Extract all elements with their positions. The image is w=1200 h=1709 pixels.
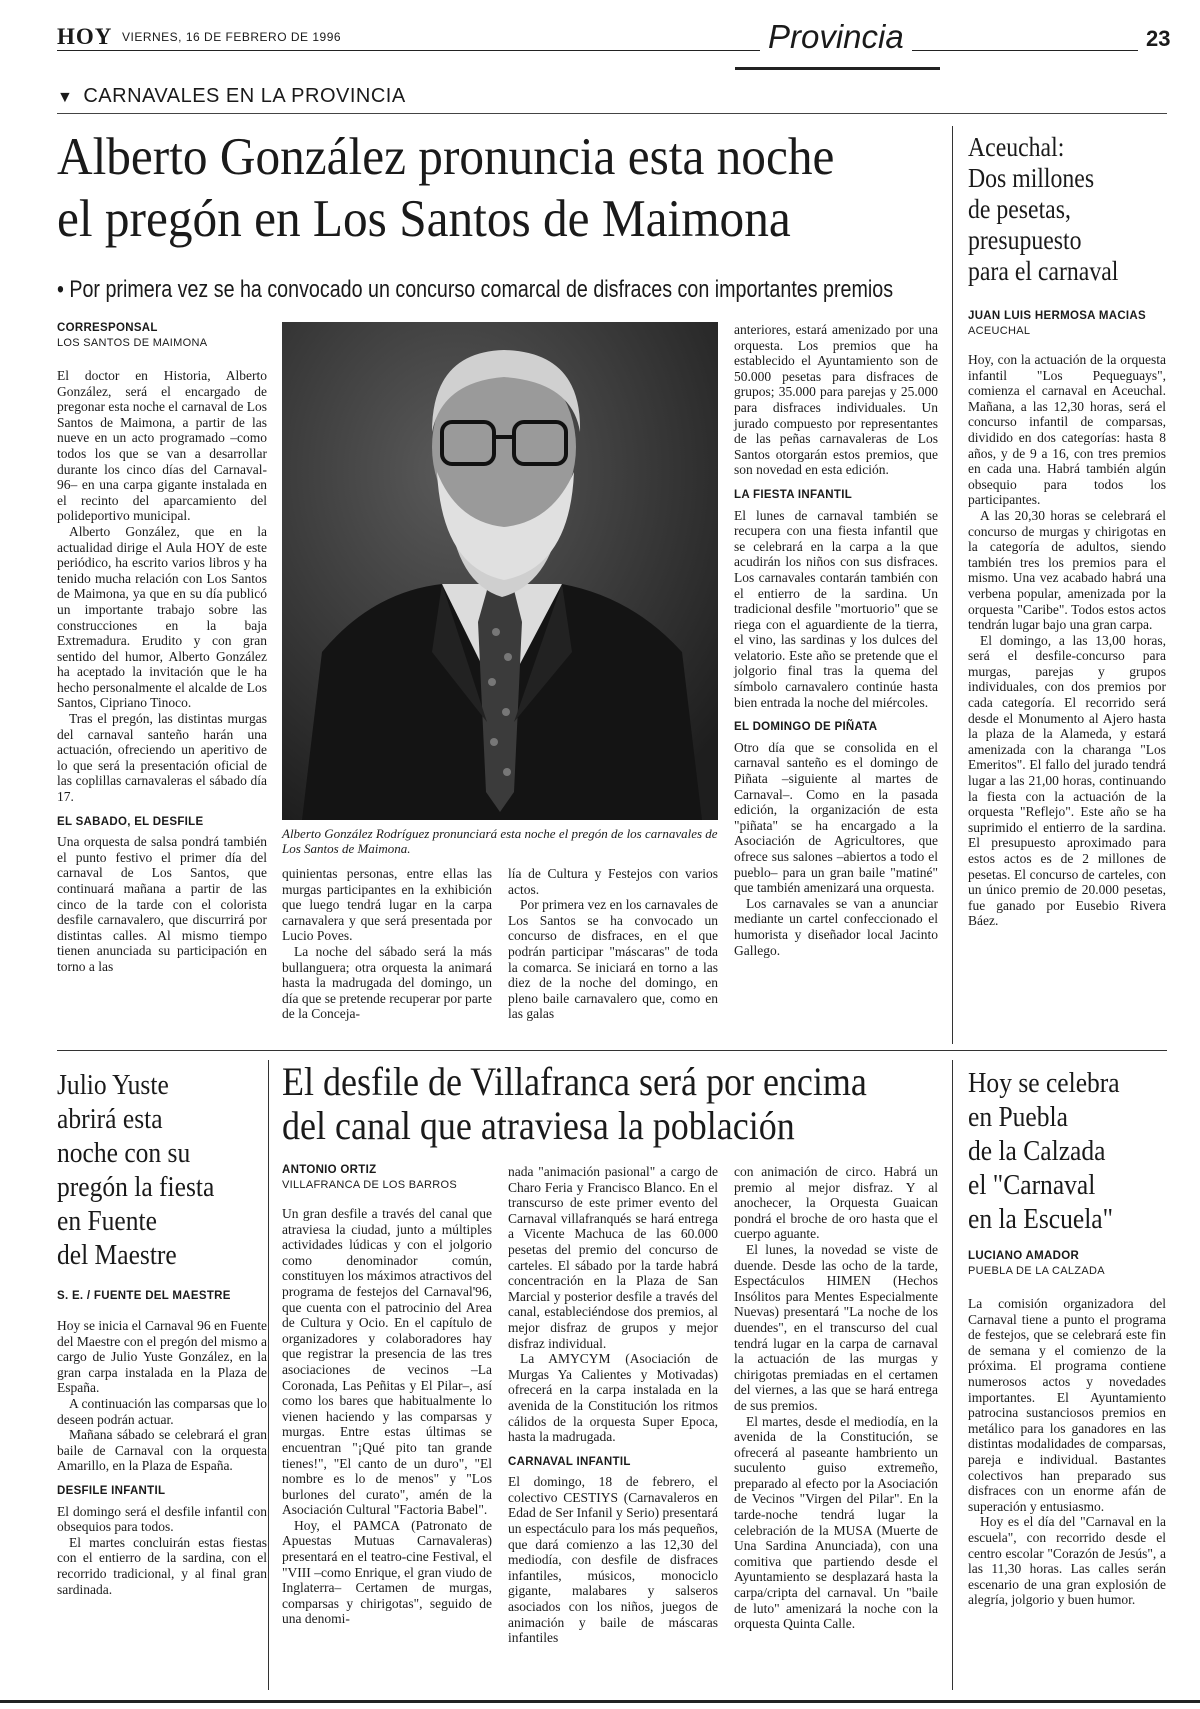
paragraph: El domingo, a las 13,00 horas, será el desfile-concurso para murgas, parejas y grupos individuales, con dos premios por cada categoría. El recorrido será desde el Monumento al Ajero hasta la plaza de la Alameda, y estará amenizada con la charanga "Los Emeritos". El fallo del jurado tendrá lugar a las 21,00 horas, continuando la fiesta con la actuación de la orquesta "Reflejo". Este año se ha suprimido el entierro de la sardina. El presupuesto aproximado para estos actos es de 2 millones de pesetas. El concurso de carteles, con un único premio de 20.000 pesetas, fue ganado por Eusebio Rivera Báez. [968, 632, 1166, 929]
headline-line: Julio Yuste [57, 1069, 169, 1101]
paragraph: A continuación las comparsas que lo deseen podrán actuar. [57, 1395, 267, 1427]
headline-line: en Puebla [968, 1101, 1068, 1133]
headline-line: El desfile de Villafranca será por encima [282, 1059, 867, 1104]
lead-column-3 [508, 866, 718, 1022]
section-rule [57, 1050, 1167, 1051]
masthead-logo: HOY [57, 24, 113, 49]
paragraph: El lunes, la novedad se viste de duende. Desde las ocho de la tarde, Espectáculos HIMEN (Hechos Insólitos para Mentes Especialmente Nuevas) presentará "La noche de los duendes", en el transcurso del cual tendrá lugar en la carpa de carnaval la actuación de las murgas y chirigotas premiadas en el certamen del viernes, a las que se hará entrega de sus premios. [734, 1241, 938, 1413]
subheading: EL DOMINGO DE PIÑATA [734, 721, 878, 734]
headline-line: del canal que atraviesa la población [282, 1103, 795, 1148]
aceuchal-headline [968, 132, 1162, 287]
lead-column-4 [734, 322, 938, 958]
kicker-rule [57, 113, 1167, 114]
portrait-illustration [282, 322, 718, 820]
paragraph: Alberto González, que en la actualidad dirige el Aula HOY de este periódico, ha escrito varios libros y ha tenido mucha relación con Los Santos de Maimona, ya que en su día publicó un importante trabajo sobre las construcciones en la baja Extremadura. Erudito y con gran sentido del humor, Alberto González ha aceptado la invitación que le ha hecho personalmente el alcalde de Los Santos, Cipriano Tinoco. [57, 523, 267, 711]
headline-line: en la Escuela" [968, 1203, 1114, 1235]
fuente-byline: S. E. / FUENTE DEL MAESTRE [57, 1290, 231, 1302]
headline-line: noche con su [57, 1137, 191, 1169]
headline-line: Aceuchal: [968, 132, 1065, 162]
section-kicker [57, 85, 406, 108]
villafranca-byline-name: ANTONIO ORTIZ [282, 1164, 377, 1176]
paragraph: El martes, desde el mediodía, en la avenida de la Constitución, se ofrecerá al paseante hambriento un suculento guiso extremeño, preparado al efecto por la Asociación de Vecinos "Virgen del Pilar". En la tarde-noche tendrá lugar la celebración de la MUSA (Muerte de Una Sardina Anunciada), con una comitiva que partiendo desde el Ayuntamiento se desplazará hasta la carpa/cripta del carnaval. Un "baile de luto" amenizará la noche con la orquesta Quinta Calle. [734, 1413, 938, 1632]
kicker-text: CARNAVALES EN LA PROVINCIA [83, 85, 406, 107]
villafranca-column-2 [508, 1164, 718, 1646]
aceuchal-byline [968, 310, 1168, 337]
paragraph: Por primera vez en los carnavales de Los Santos se ha convocado un concurso de disfraces, en el que podrán participar "máscaras" de toda la comarca. Se iniciará en torno a las diez de la noche del domingo, en pleno baile carnavalero que, como en las galas [508, 897, 718, 1022]
triangle-down-icon: ▼ [57, 89, 74, 106]
lead-column-1 [57, 368, 267, 975]
paragraph: anteriores, estará amenizado por una orquesta. Los premios que ha establecido el Ayuntamiento son de 50.000 pesetas para disfraces de grupos; 35.000 para parejas y 25.000 para disfraces individuales. Un jurado compuesto por representantes de las peñas carnavaleras de Los Santos otorgarán estos premios, que son novedad en esta edición. [734, 322, 938, 478]
villafranca-byline [282, 1164, 482, 1191]
fuente-body [57, 1318, 267, 1597]
headline-line: presupuesto [968, 225, 1082, 255]
paragraph: Hoy es el día del "Carnaval en la escuela", con recorrido desde el centro escolar "Corazón de Jesús", a las 11,30 horas. Las calles serán escenario de una gran explosión de alegría, jolgorio y buen humor. [968, 1514, 1166, 1608]
headline-line: del Maestre [57, 1239, 177, 1271]
paragraph: El domingo, 18 de febrero, el colectivo CESTIYS (Carnavaleros en Edad de Ser Infanil y Serio) presentará un espectáculo para los más pequeños, que dará comienzo a las 12,30 del mediodía, con desfile de disfraces infantiles, músicos, monociclo gigante, malabares y salseros asociados con los niños, juegos de animación y baile de máscaras infantiles [508, 1474, 718, 1646]
paragraph: El martes concluirán estas fiestas con el entierro de la sardina, con el recorrido tradicional, y al final gran sardinada. [57, 1534, 267, 1597]
headline-line: de la Calzada [968, 1135, 1106, 1167]
portrait-photo [282, 322, 718, 820]
column-rule [952, 126, 953, 1044]
column-rule [268, 1060, 269, 1690]
subheading: EL SABADO, EL DESFILE [57, 815, 204, 828]
paragraph: A las 20,30 horas se celebrará el concurso de murgas y chirigotas en la categoría de adultos, siendo también tres los premios para el mismo. Una vez acabado habrá una verbena popular, amenizada por la orquesta "Caribe". Todos estos actos tendrán lugar bajo una gran carpa. [968, 507, 1166, 633]
paragraph: El lunes de carnaval también se recupera con una fiesta infantil que se celebrará en la carpa a la que acudirán los niños con sus disfraces. Los carnavales contarán también con el entierro de la sardina. Un tradicional desfile "mortuorio" que se riega con el aguardiente de la tierra, el vino, las sardinas y los dulces del velatorio. Este año se pretende que el jolgorio final tras la quema del símbolo carnavalero continúe hasta bien entrada la noche del miércoles. [734, 507, 938, 710]
headline-line: Hoy se celebra [968, 1067, 1120, 1099]
lead-byline [57, 322, 267, 349]
paragraph: Hoy se inicia el Carnaval 96 en Fuente del Maestre con el pregón del mismo a cargo de Julio Yuste González, en la gran carpa instalada en la Plaza de España. [57, 1318, 267, 1396]
subheading: DESFILE INFANTIL [57, 1484, 166, 1497]
lead-column-2 [282, 866, 492, 1022]
headline-line: de pesetas, [968, 194, 1071, 224]
villafranca-column-3 [734, 1164, 938, 1632]
paragraph: Un gran desfile a través del canal que atraviesa la ciudad, junto a múltiples actividades lúdicas y con el jolgorio como denominador común, constituyen los máximos atractivos del programa de festejos del Carnaval'96, que cuenta con el patrocinio del Area de Cultura y Ocio. En el capítulo de organizadores y colaboradores hay que registrar la presencia de las tres asociaciones de vecinos –La Coronada, Las Peñitas y El Pilar–, así como los bares que habitualmente lo vienen haciendo y las comparsas y murgas. Entre estas últimas se encuentran "¡Qué pito tan grande tienes!", "El canto de un duro", "El nombre es lo de menos" y "Los burlones del curato", amén de la Asociación Cultural "Factoria Babel". [282, 1206, 492, 1518]
paragraph: lía de Cultura y Festejos con varios actos. [508, 866, 718, 897]
lead-subhead: • Por primera vez se ha convocado un concurso comarcal de disfraces con importantes premios [57, 276, 894, 303]
puebla-headline [968, 1066, 1162, 1236]
page-number: 23 [1138, 26, 1170, 52]
paragraph: Hoy, con la actuación de la orquesta infantil "Los Pequeguays", comienza el carnaval en Aceuchal. Mañana, a las 12,30 horas, será el concurso infantil de comparsas, dividido en dos categorías: hasta 8 años, y de 9 a 16, con tres premios en cada una. Habrá también algún obsequio para todos los participantes. [968, 352, 1166, 508]
aceuchal-body [968, 352, 1166, 929]
paragraph: Hoy, el PAMCA (Patronato de Apuestas Mutuas Carnavaleras) presentará en el teatro-cine Festival, el "VIII –como Enrique, el gran viudo de Inglaterra– Certamen de murgas, comparsas y chirigotas", seguido de una denomi- [282, 1517, 492, 1627]
villafranca-column-1 [282, 1206, 492, 1627]
paragraph: Mañana sábado se celebrará el gran baile de Carnaval con la orquesta Amarillo, en la Plaza de España. [57, 1427, 267, 1474]
headline-line: en Fuente [57, 1205, 157, 1237]
subheading: LA FIESTA INFANTIL [734, 488, 853, 501]
paragraph: La noche del sábado será la más bullanguera; otra orquesta la animará hasta la madrugada del domingo, un día que se pretende recuperar por parte de la Conceja- [282, 943, 492, 1022]
lead-headline [57, 126, 875, 250]
subheading: CARNAVAL INFANTIL [508, 1455, 631, 1468]
lead-byline-name: CORRESPONSAL [57, 322, 158, 334]
section-underline [735, 67, 940, 70]
fuente-headline [57, 1068, 242, 1272]
paragraph: El doctor en Historia, Alberto González, será el encargado de pregonar esta noche el carnaval de Los Santos de Maimona, a partir de las nueve en un acto programado –como todos los que se van a desarrollar durante los cinco días del Carnaval-96– en una carpa gigante instalada en el recinto del aparcamiento del polideportivo municipal. [57, 368, 267, 524]
puebla-byline-place: PUEBLA DE LA CALZADA [968, 1265, 1105, 1277]
paragraph: La comisión organizadora del Carnaval tiene a punto el programa de festejos, que se celebrará este fin de semana y el comienzo de la próxima. El programa contiene numerosos actos y novedades importantes. El Ayuntamiento patrocina sustanciosos premios en metálico para los ganadores en las distintas modalidades de comparsas, pareja e individual. Bastantes colectivos han preparado sus disfraces con un enorme afán de superación y entusiasmo. [968, 1296, 1166, 1514]
villafranca-headline [282, 1060, 876, 1148]
lead-headline-line2: el pregón en Los Santos de Maimona [57, 190, 791, 248]
paragraph: Otro día que se consolida en el carnaval santeño es el domingo de Piñata –siguiente al martes de Carnaval–. Como en la pasada edición, la organización de esta "piñata" se ha encargado a la Asociación de Agricultores, que ofrece sus salones –abiertos a todo el pueblo– para un gran baile "matiné" que también amenizará una orquesta. [734, 739, 938, 896]
footer-rule [0, 1700, 1200, 1703]
lead-subhead-text: Por primera vez se ha convocado un concurso comarcal de disfraces con importantes premios [69, 276, 894, 303]
paragraph: Los carnavales se van a anunciar mediante un cartel confeccionado el humorista y diseñador local Jacinto Gallego. [734, 895, 938, 958]
lead-byline-place: LOS SANTOS DE MAIMONA [57, 337, 208, 349]
puebla-byline-name: LUCIANO AMADOR [968, 1250, 1080, 1262]
headline-line: para el carnaval [968, 256, 1119, 286]
paragraph: quinientas personas, entre ellas las murgas participantes en la exhibición que luego tendrá lugar en la carpa carnavalera y que será presentada por Lucio Poves. [282, 866, 492, 944]
puebla-body [968, 1296, 1166, 1608]
lead-headline-line1: Alberto González pronuncia esta noche [57, 128, 835, 186]
aceuchal-byline-name: JUAN LUIS HERMOSA MACIAS [968, 310, 1147, 322]
header-rule [57, 50, 1166, 51]
column-rule [952, 1060, 953, 1690]
headline-line: abrirá esta [57, 1103, 163, 1135]
paragraph: Una orquesta de salsa pondrá también el punto festivo el primer día del carnaval de Los Santos, que continuará mañana a partir de las cinco de la tarde con el colorista desfile carnavalero, que discurrirá por distintas calles. Al mismo tiempo tienen anunciada su participación en torno a las [57, 834, 267, 974]
paragraph: Tras el pregón, las distintas murgas del carnaval santeño harán una actuación, ofreciendo un aperitivo de lo que será la presentación oficial de las coplillas carnavaleras el sábado día 17. [57, 711, 267, 805]
headline-line: pregón la fiesta [57, 1171, 215, 1203]
section-title: Provincia [760, 18, 912, 56]
issue-date: VIERNES, 16 DE FEBRERO DE 1996 [122, 30, 342, 44]
headline-line: el "Carnaval [968, 1169, 1096, 1201]
paragraph: nada "animación pasional" a cargo de Charo Feria y Francisco Blanco. En el transcurso de este primer evento del Carnaval villafranqués se hará entrega a Vicente Machuca de las 60.000 pesetas del premio del concurso de carteles. El sábado por la tarde habrá concentración en la Plaza de San Marcial y posterior desfile a través del canal, estableciéndose dos premios, al mejor disfraz de grupos y mejor disfraz individual. [508, 1164, 718, 1351]
paragraph: con animación de circo. Habrá un premio al mejor disfraz. Y al anochecer, la Orquesta Guaican pondrá el broche de oro hasta que el cuerpo aguante. [734, 1164, 938, 1242]
villafranca-byline-place: VILLAFRANCA DE LOS BARROS [282, 1179, 457, 1191]
puebla-byline [968, 1250, 1168, 1277]
paragraph: La AMYCYM (Asociación de Murgas Ya Calientes y Motivadas) ofrecerá en la carpa instalada en la avenida de la Constitución los ritmos cálidos de la orquesta Super Epoca, hasta la madrugada. [508, 1351, 718, 1445]
headline-line: Dos millones [968, 163, 1095, 193]
aceuchal-byline-place: ACEUCHAL [968, 325, 1031, 337]
photo-caption: Alberto González Rodríguez pronunciará esta noche el pregón de los carnavales de Los Santos de Maimona. [282, 826, 718, 856]
paragraph: El domingo será el desfile infantil con obsequios para todos. [57, 1503, 267, 1535]
